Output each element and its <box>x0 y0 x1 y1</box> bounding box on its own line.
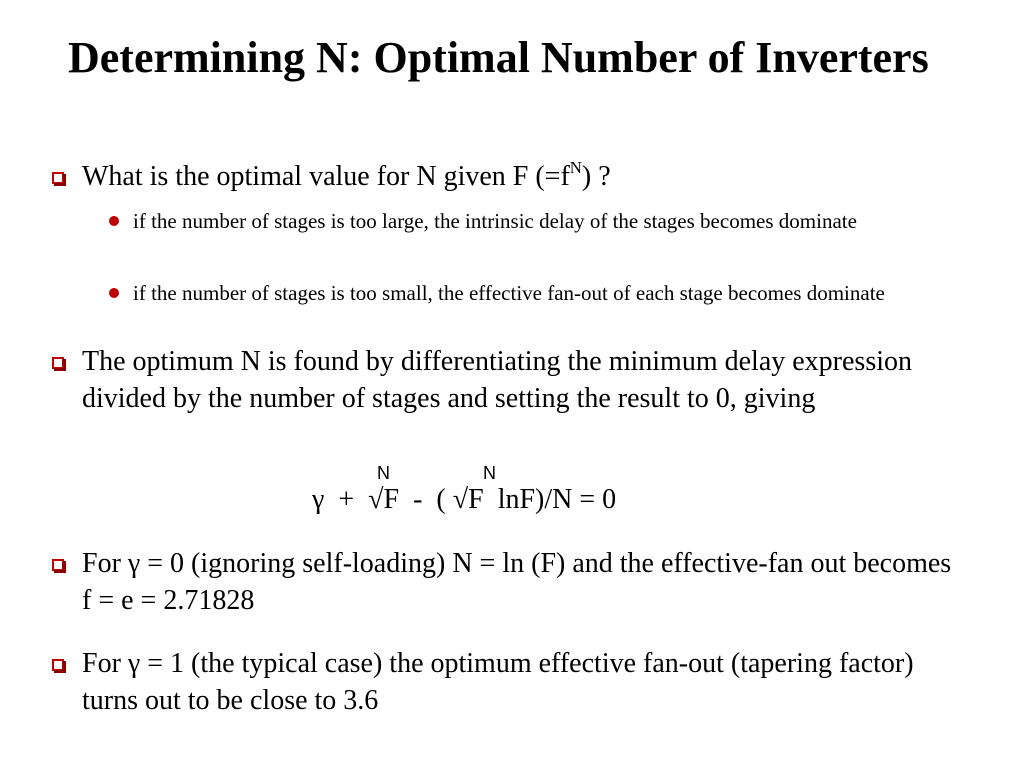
sub-bullet-too-large: if the number of stages is too large, the intrinsic delay of the stages becomes dominate <box>133 209 857 233</box>
bullet-gamma-zero: For γ = 0 (ignoring self-loading) N = ln (F) and the effective-fan out becomes f = e = 2.71828 <box>82 548 952 616</box>
round-bullet-icon <box>109 288 119 298</box>
bullet-gamma-one: For γ = 1 (the typical case) the optimum effective fan-out (tapering factor) turns out to be close to 3.6 <box>82 648 914 716</box>
bullet-optimum-n-derivation: The optimum N is found by differentiating the minimum delay expression divided by the number of stages and setting the result to 0, giving <box>82 346 913 414</box>
square-bullet-icon <box>52 659 64 671</box>
square-bullet-icon <box>52 357 64 369</box>
root-index-label: N <box>483 463 496 483</box>
slide-title: Determining N: Optimal Number of Inverters <box>68 33 929 82</box>
square-bullet-icon <box>52 172 64 184</box>
bullet-text-end: ) ? <box>581 161 611 192</box>
optimal-n-formula: γ + √F - ( √F lnF)/N = 0 <box>312 484 617 515</box>
superscript-n: N <box>569 157 582 177</box>
square-bullet-icon <box>52 559 64 571</box>
round-bullet-icon <box>109 216 119 226</box>
root-index-label: N <box>377 463 390 483</box>
sub-bullet-too-small: if the number of stages is too small, the effective fan-out of each stage becomes dominate <box>133 281 885 305</box>
bullet-optimal-n-question <box>82 158 962 195</box>
bullet-text: What is the optimal value for N given F (=f <box>82 161 570 192</box>
